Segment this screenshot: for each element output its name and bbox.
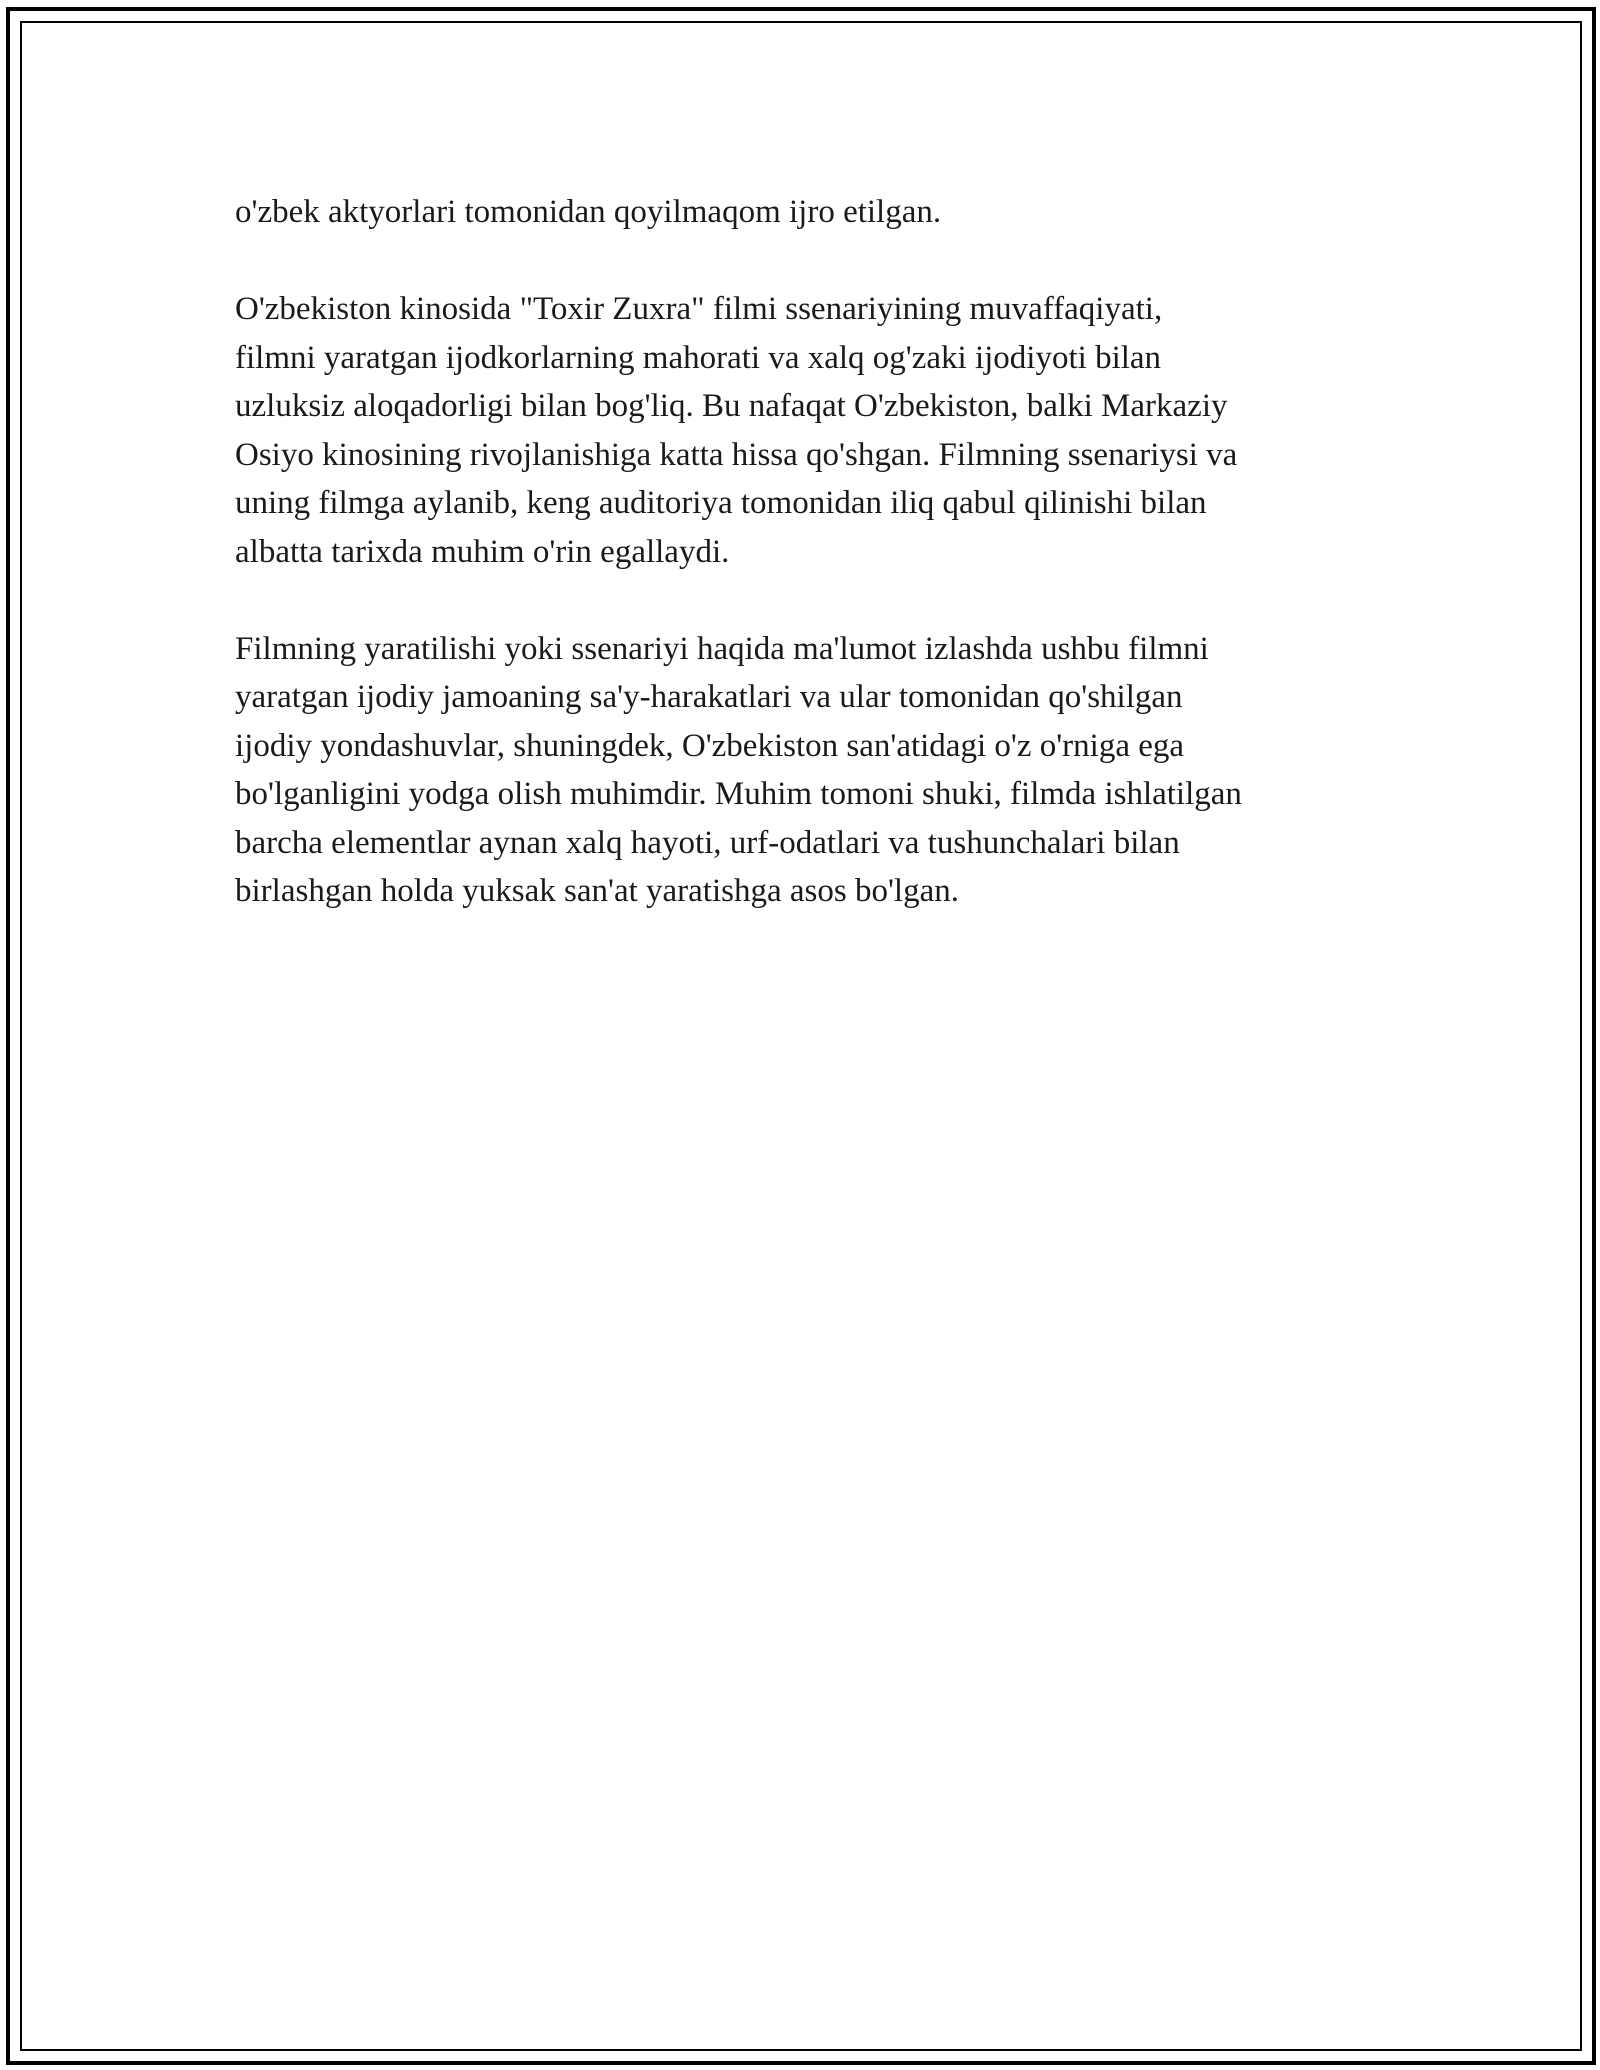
paragraph-line: Osiyo kinosining rivojlanishiga katta hissa qo'shgan. Filmning ssenariysi va [235,436,1238,473]
paragraph-1 [235,188,1415,237]
paragraph-line: O'zbekiston kinosida "Toxir Zuxra" filmi ssenariyining muvaffaqiyati, [235,291,1163,327]
paragraph-line: uzluksiz aloqadorligi bilan bog'liq. Bu nafaqat O'zbekiston, balki Markaziy [235,388,1228,424]
paragraph-2 [235,285,1415,576]
paragraph-line: o'zbek aktyorlari tomonidan qoyilmaqom ijro etilgan. [235,194,942,230]
paragraph-line: Filmning yaratilishi yoki ssenariyi haqida ma'lumot izlashda ushbu filmni [235,630,1209,667]
document-body [235,188,1415,964]
paragraph-line: barcha elementlar aynan xalq hayoti, urf-odatlari va tushunchalari bilan [235,824,1180,861]
paragraph-3 [235,625,1415,916]
paragraph-line: bo'lganligini yodga olish muhimdir. Muhim tomoni shuki, filmda ishlatilgan [235,776,1242,812]
paragraph-line: filmni yaratgan ijodkorlarning mahorati va xalq og'zaki ijodiyoti bilan [235,339,1162,376]
paragraph-line: yaratgan ijodiy jamoaning sa'y-harakatlari va ular tomonidan qo'shilgan [235,679,1183,715]
paragraph-line: uning filmga aylanib, keng auditoriya tomonidan iliq qabul qilinishi bilan [235,485,1207,521]
paragraph-line: birlashgan holda yuksak san'at yaratishga asos bo'lgan. [235,873,959,909]
paragraph-line: ijodiy yondashuvlar, shuningdek, O'zbekiston san'atidagi o'z o'rniga ega [235,727,1185,764]
paragraph-line: albatta tarixda muhim o'rin egallaydi. [235,533,730,570]
